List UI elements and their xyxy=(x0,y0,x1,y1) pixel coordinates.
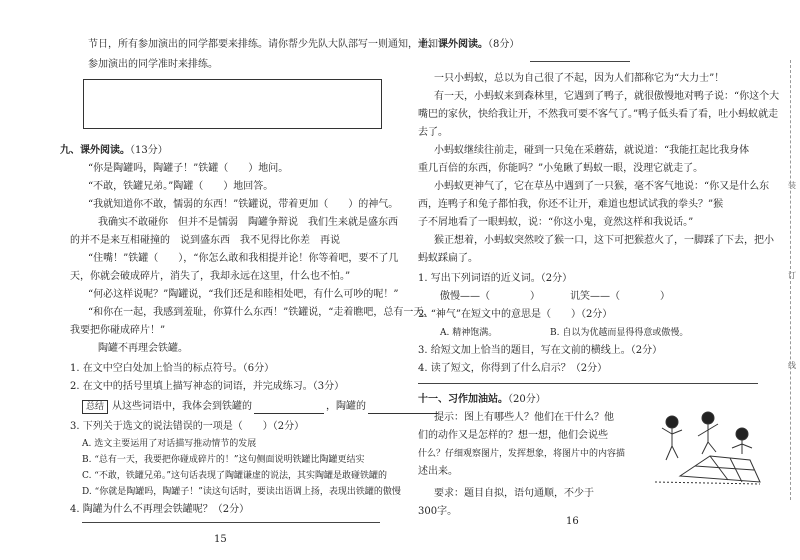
summary-tag: 总结 xyxy=(82,400,108,414)
binding-label: 装 xyxy=(788,181,796,190)
passage-line: 的并不是来互相碰撞的 说到盛东西 我不见得比你差 再说 xyxy=(70,235,350,246)
section10-title xyxy=(418,38,519,52)
binding-label: 线 xyxy=(788,361,796,370)
question-4: 4. 陶罐为什么不再理会铁罐呢？（2分） xyxy=(70,504,250,515)
prompt-line: 述出来。 xyxy=(418,466,458,477)
passage-line: “和你在一起，我感到羞耻，你算什么东西！”铁罐说，“走着瞧吧，总有一天， xyxy=(88,307,434,318)
binding-label: 订 xyxy=(788,271,796,280)
option-a[interactable]: A. 精神饱满。 xyxy=(440,328,498,338)
right-page xyxy=(400,0,800,560)
answer-line[interactable] xyxy=(82,522,380,523)
answer-blank-iron-pot[interactable] xyxy=(254,403,324,414)
prompt-line: 什么？仔细观察图片，发挥想象，将图片中的内容描 xyxy=(418,449,626,459)
question-4: 4. 读了短文，你得到了什么启示？（2分） xyxy=(418,363,608,374)
notice-writing-box[interactable] xyxy=(83,79,382,129)
option-d[interactable]: D. “你就是陶罐吗，陶罐子！”读这句话时，要读出语调上扬，表现出铁罐的傲慢 xyxy=(82,487,401,497)
passage-line: 蚂蚁踩扁了。 xyxy=(418,253,478,264)
question-2: 2. 在文中的括号里填上描写神态的词语，并完成练习。（3分） xyxy=(70,381,345,392)
answer-line[interactable] xyxy=(418,383,758,384)
section9-score: （13分） xyxy=(130,145,168,156)
section9-title xyxy=(60,144,168,158)
passage-line: 陶罐不再理会铁罐。 xyxy=(98,343,188,354)
section10-title-text: 十、课外阅读。 xyxy=(418,39,488,50)
question-1: 1. 在文中空白处加上恰当的标点符号。（6分） xyxy=(70,363,275,374)
passage-line: 有一天，小蚂蚁来到森林里，它遇到了鸭子，就很傲慢地对鸭子说：“你这个大 xyxy=(434,91,780,102)
title-blank-line[interactable] xyxy=(530,61,630,62)
prompt-line: 们的动作又是怎样的？想一想，他们会说些 xyxy=(418,430,608,441)
passage-line: “不敢，铁罐兄弟。”陶罐（ ）地回答。 xyxy=(88,181,274,192)
synonym-a[interactable]: 傲慢——（ ） xyxy=(440,291,540,302)
question-1: 1. 写出下列词语的近义词。（2分） xyxy=(418,273,573,284)
passage-line: 嘴巴的家伙，快给我让开，不然我可要不客气了。”鸭子低头看了看，吐小蚂蚁就走 xyxy=(418,109,779,120)
option-b[interactable]: B. 自以为优越而显得得意或傲慢。 xyxy=(550,328,689,338)
passage-line: “何必这样说呢？”陶罐说，“我们还是和睦相处吧，有什么可吵的呢！” xyxy=(88,289,399,300)
passage-line: 小蚂蚁更神气了，它在草丛中遇到了一只猴，毫不客气地说：“你又是什么东 xyxy=(434,181,770,192)
summary-text-a: 从这些词语中，我体会到铁罐的 xyxy=(112,401,253,412)
passage-line: 去了。 xyxy=(418,127,448,138)
requirement-line: 要求：题目自拟，语句通顺，不少于 xyxy=(434,488,594,499)
option-a[interactable]: A. 选文主要运用了对话描写推动情节的发展 xyxy=(82,439,257,449)
passage-line: 我要把你碰成碎片！” xyxy=(70,325,166,336)
binding-line xyxy=(790,60,792,500)
summary-text-b: ，陶罐的 xyxy=(326,401,367,412)
passage-line: “我就知道你不敢，懦弱的东西！”铁罐说，带着更加（ ）的神气。 xyxy=(88,199,399,210)
passage-line: 我确实不敢碰你 但并不是懦弱 陶罐争辩说 我们生来就是盛东西 xyxy=(98,217,398,228)
passage-line: 西，连鸭子和兔子都怕我，你还不让开，难道也想试试我的拳头？”猴 xyxy=(418,199,724,210)
question-2: 2. “神气”在短文中的意思是（ ）（2分） xyxy=(418,309,613,320)
page-number: 15 xyxy=(214,534,227,545)
option-c[interactable]: C. “不敢，铁罐兄弟。”这句话表现了陶罐谦虚的说法，其实陶罐是敢碰铁罐的 xyxy=(82,471,387,481)
question-3: 3. 给短文加上恰当的题目，写在文前的横线上。（2分） xyxy=(418,345,663,356)
passage-line: 猴正想着，小蚂蚁突然咬了猴一口，这下可把猴惹火了，一脚踩了下去，把小 xyxy=(434,235,774,246)
passage-line: 小蚂蚁继续往前走，碰到一只兔在采蘑菇，就说道：“我能扛起比我身体 xyxy=(434,145,750,156)
passage-line: “你是陶罐吗，陶罐子！”铁罐（ ）地问。 xyxy=(88,163,289,174)
passage-line: 一只小蚂蚁，总以为自己很了不起，因为人们都称它为“大力士”！ xyxy=(434,73,725,84)
children-playing-hopscotch-illustration xyxy=(650,408,765,486)
prompt-line: 提示：图上有哪些人？他们在干什么？他 xyxy=(434,412,614,423)
option-b[interactable]: B. “总有一天，我要把你碰成碎片的！”这句侧面说明铁罐比陶罐更结实 xyxy=(82,455,365,465)
page-number: 16 xyxy=(566,516,579,527)
passage-line: 重几百倍的东西，你能吗？”小兔瞅了蚂蚁一眼，没理它就走了。 xyxy=(418,163,704,174)
synonym-b[interactable]: 讥笑——（ ） xyxy=(570,291,670,302)
passage-line: “住嘴！”铁罐（ ），“你怎么敢和我相提并论！你等着吧，要不了几 xyxy=(88,253,399,264)
section11-title-text: 十一、习作加油站。 xyxy=(418,394,508,405)
summary-row xyxy=(82,400,440,414)
passage-line: 天，你就会破成碎片，消失了，我却永远在这里，什么也不怕。” xyxy=(70,271,351,282)
section11-title xyxy=(418,393,546,407)
section9-title-text: 九、课外阅读。 xyxy=(60,145,130,156)
question-3: 3. 下列关于选文的说法错误的一项是（ ）（2分） xyxy=(70,421,305,432)
intro-line-1: 节日，所有参加演出的同学都要来排练。请你帮少先队大队部写一则通知，通知 xyxy=(88,39,438,50)
section11-score: （20分） xyxy=(508,394,546,405)
section10-score: （8分） xyxy=(488,39,520,50)
requirement-line: 300字。 xyxy=(418,506,458,517)
passage-line: 子不屑地看了一眼蚂蚁，说：“你这小鬼，竟然这样和我说话。” xyxy=(418,217,694,228)
intro-line-2: 参加演出的同学准时来排练。 xyxy=(88,59,218,70)
